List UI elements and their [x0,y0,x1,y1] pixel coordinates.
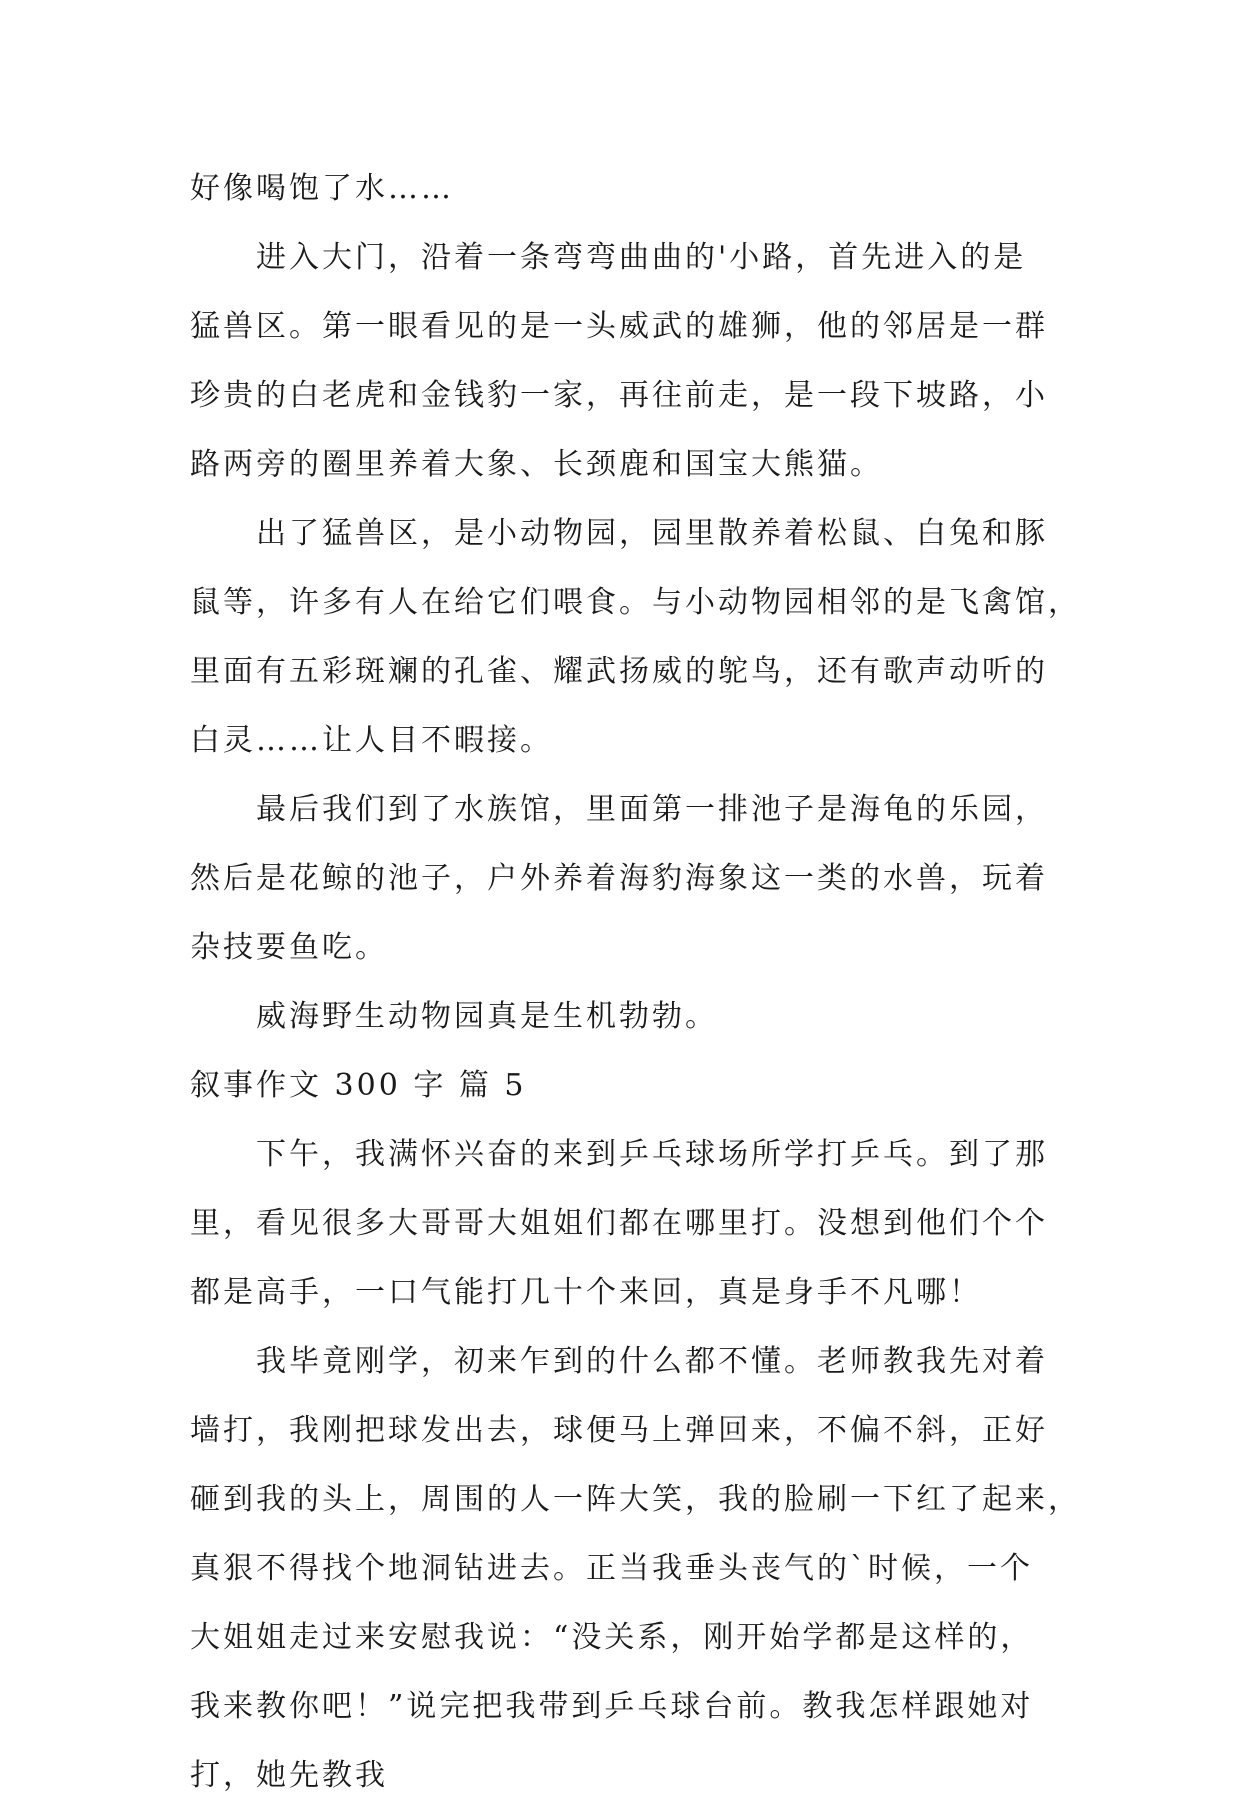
text-line: 里面有五彩斑斓的孔雀、耀武扬威的鸵鸟，还有歌声动听的 [190,654,1048,689]
text-line: 打，她先教我 [190,1758,388,1793]
text-line: 我来教你吧！”说完把我带到乒乓球台前。教我怎样跟她对 [190,1689,1034,1724]
text-line: 大姐姐走过来安慰我说：“没关系，刚开始学都是这样的， [190,1620,1034,1655]
text-line: 真狠不得找个地洞钻进去。正当我垂头丧气的`时候，一个 [190,1551,1033,1586]
text-line: 最后我们到了水族馆，里面第一排池子是海龟的乐园， [256,792,1048,827]
text-line: 杂技要鱼吃。 [190,930,388,965]
text-line: 都是高手，一口气能打几十个来回，真是身手不凡哪！ [190,1275,982,1310]
text-line: 下午，我满怀兴奋的来到乒乓球场所学打乒乓。到了那 [256,1137,1048,1172]
text-line: 好像喝饱了水…… [190,171,454,206]
text-line: 墙打，我刚把球发出去，球便马上弹回来，不偏不斜，正好 [190,1413,1048,1448]
text-line: 鼠等，许多有人在给它们喂食。与小动物园相邻的是飞禽馆， [190,585,1081,620]
article-body [190,154,1081,1810]
text-line: 威海野生动物园真是生机勃勃。 [256,999,718,1034]
text-line: 然后是花鲸的池子，户外养着海豹海象这一类的水兽，玩着 [190,861,1048,896]
text-line: 珍贵的白老虎和金钱豹一家，再往前走，是一段下坡路，小 [190,378,1048,413]
text-line: 白灵……让人目不暇接。 [190,723,553,758]
text-line: 出了猛兽区，是小动物园，园里散养着松鼠、白兔和豚 [256,516,1048,551]
text-line: 进入大门，沿着一条弯弯曲曲的'小路，首先进入的是 [256,240,1027,275]
text-line: 砸到我的头上，周围的人一阵大笑，我的脸刷一下红了起来， [190,1482,1081,1517]
section-heading: 叙事作文 300 字 篇 5 [190,1068,527,1103]
text-line: 里，看见很多大哥哥大姐姐们都在哪里打。没想到他们个个 [190,1206,1048,1241]
text-line: 我毕竟刚学，初来乍到的什么都不懂。老师教我先对着 [256,1344,1048,1379]
text-line: 猛兽区。第一眼看见的是一头威武的雄狮，他的邻居是一群 [190,309,1048,344]
text-line: 路两旁的圈里养着大象、长颈鹿和国宝大熊猫。 [190,447,883,482]
